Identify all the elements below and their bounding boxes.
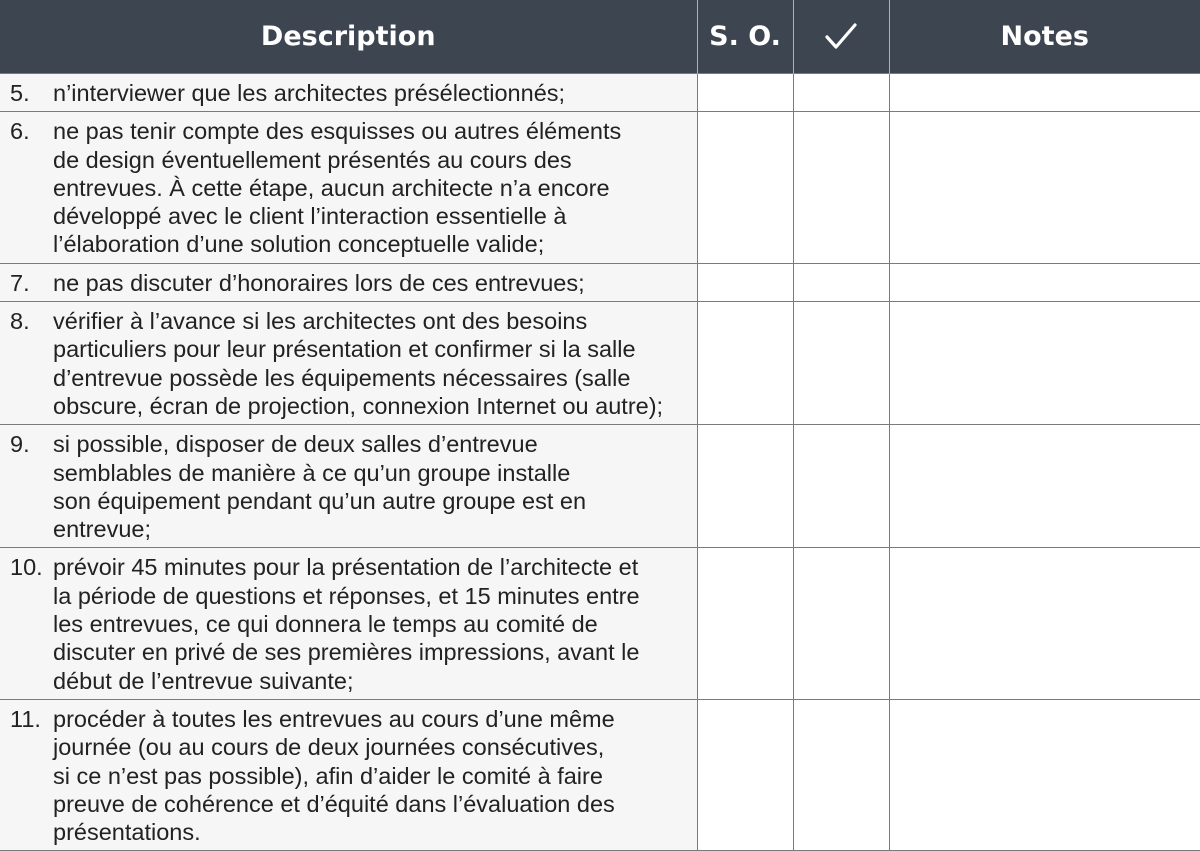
item-text: procéder à toutes les entrevues au cours d’une même journée (ou au cours de deux journées consécutives, si ce n’est pas possible), afin d’aider le comité à faire preuve de cohérence et d’équité dans l’évaluation des présentations. (53, 705, 615, 846)
description-cell (0, 548, 697, 699)
item-number: 6. (10, 118, 30, 145)
table-row (0, 699, 1200, 850)
so-cell[interactable] (697, 699, 793, 850)
item-text: n’interviewer que les architectes présélectionnés; (53, 80, 566, 106)
item-number: 11. (10, 705, 41, 732)
check-icon (824, 22, 858, 52)
description-cell (0, 425, 697, 548)
item-text: si possible, disposer de deux salles d’entrevue semblables de manière à ce qu’un groupe installe son équipement pendant qu’un autre groupe est en entrevue; (53, 431, 587, 543)
so-cell[interactable] (697, 74, 793, 112)
notes-cell[interactable] (889, 302, 1200, 425)
notes-cell[interactable] (889, 699, 1200, 850)
so-cell[interactable] (697, 302, 793, 425)
so-cell[interactable] (697, 548, 793, 699)
item-number: 10. (10, 554, 43, 581)
check-cell[interactable] (793, 548, 889, 699)
item-text: prévoir 45 minutes pour la présentation de l’architecte et la période de questions et réponses, et 15 minutes entre les entrevues, ce qui donnera le temps au comité de discuter en privé de ses premières impressions, avant le début de l’entrevue suivante; (53, 554, 640, 694)
check-cell[interactable] (793, 699, 889, 850)
table-row (0, 263, 1200, 301)
so-cell[interactable] (697, 112, 793, 263)
header-row (0, 0, 1200, 74)
item-number: 8. (10, 308, 30, 335)
notes-cell[interactable] (889, 263, 1200, 301)
header-check (793, 0, 889, 74)
item-text: vérifier à l’avance si les architectes ont des besoins particuliers pour leur présentation et confirmer si la salle d’entrevue possède les équipements nécessaires (salle obscure, écran de projection, connexion Internet ou autre); (53, 308, 664, 419)
description-cell (0, 699, 697, 850)
description-cell (0, 74, 697, 112)
so-cell[interactable] (697, 263, 793, 301)
item-number: 7. (10, 269, 30, 296)
table-row (0, 302, 1200, 425)
check-cell[interactable] (793, 112, 889, 263)
notes-cell[interactable] (889, 74, 1200, 112)
check-cell[interactable] (793, 425, 889, 548)
notes-cell[interactable] (889, 425, 1200, 548)
check-cell[interactable] (793, 74, 889, 112)
description-cell (0, 263, 697, 301)
header-description: Description (0, 0, 697, 74)
header-so: S. O. (697, 0, 793, 74)
table-row (0, 425, 1200, 548)
description-cell (0, 112, 697, 263)
table-row (0, 112, 1200, 263)
table-row (0, 548, 1200, 699)
check-cell[interactable] (793, 302, 889, 425)
table-row (0, 74, 1200, 112)
item-text: ne pas discuter d’honoraires lors de ces entrevues; (53, 269, 585, 296)
so-cell[interactable] (697, 425, 793, 548)
item-number: 9. (10, 431, 30, 458)
header-notes: Notes (889, 0, 1200, 74)
notes-cell[interactable] (889, 548, 1200, 699)
check-cell[interactable] (793, 263, 889, 301)
item-text: ne pas tenir compte des esquisses ou autres éléments de design éventuellement présentés au cours des entrevues. À cette étape, aucun architecte n’a encore développé avec le client l’interaction essentielle à l’élaboration d’une solution conceptuelle valide; (53, 118, 622, 258)
description-cell (0, 302, 697, 425)
notes-cell[interactable] (889, 112, 1200, 263)
item-number: 5. (10, 80, 30, 106)
